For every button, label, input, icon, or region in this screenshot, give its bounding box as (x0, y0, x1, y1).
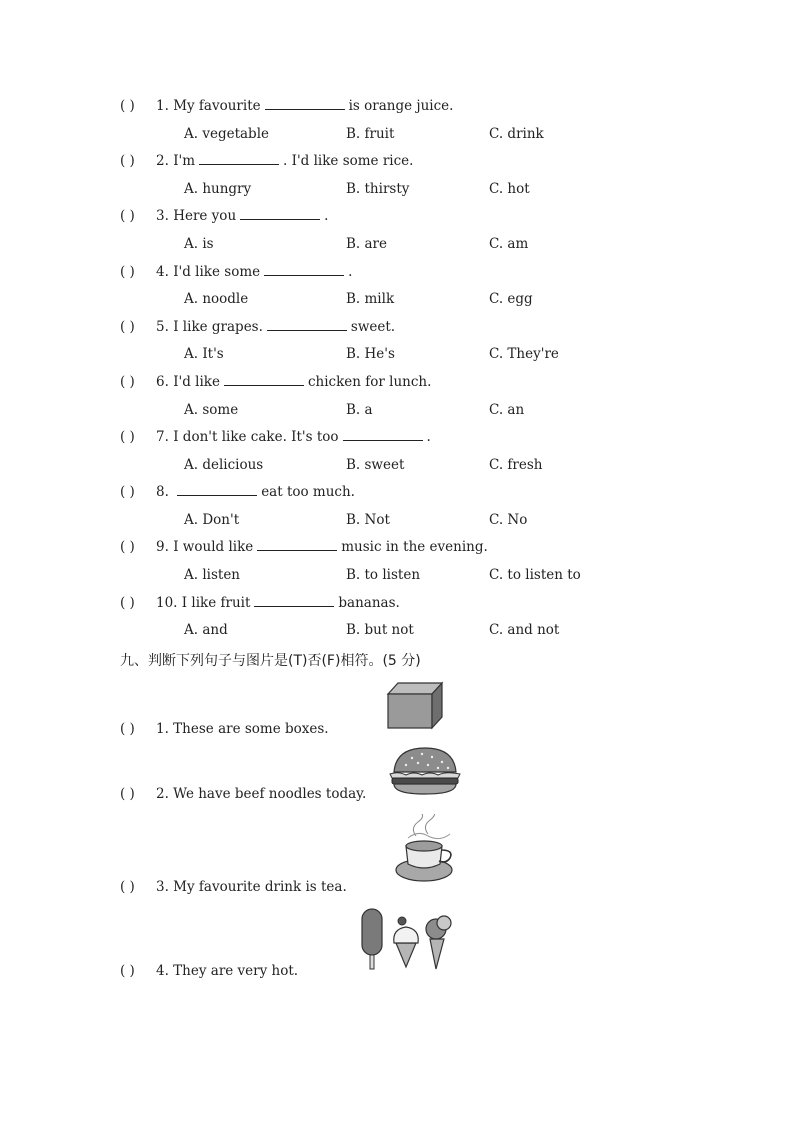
question-stem (156, 208, 328, 224)
question-number: 8. (156, 484, 169, 500)
option-a[interactable]: A. is (184, 236, 214, 252)
option-b[interactable]: B. a (346, 402, 373, 418)
stem-after: chicken for lunch. (307, 374, 432, 390)
answer-blank[interactable] (254, 595, 334, 607)
option-c[interactable]: C. egg (489, 291, 533, 307)
question-stem (156, 539, 488, 555)
answer-paren[interactable]: ( ) (120, 374, 135, 390)
answer-paren[interactable]: ( ) (120, 539, 135, 555)
stem-before: I'm (173, 153, 196, 169)
answer-blank[interactable] (343, 429, 423, 441)
question-number: 6. (156, 374, 169, 390)
option-b[interactable]: B. fruit (346, 126, 395, 142)
question-stem (156, 153, 413, 169)
question-stem (156, 319, 395, 335)
question-number: 1. (156, 98, 169, 114)
answer-paren[interactable]: ( ) (120, 963, 135, 979)
stem-before: I don't like cake. It's too (173, 429, 339, 445)
answer-blank[interactable] (224, 374, 304, 386)
stem-after: bananas. (338, 595, 400, 611)
option-c[interactable]: C. fresh (489, 457, 543, 473)
stem-before: I'd like some (173, 264, 261, 280)
option-a[interactable]: A. delicious (184, 457, 264, 473)
ice-cream-icon (358, 905, 456, 973)
question-stem (156, 595, 400, 611)
option-a[interactable]: A. hungry (184, 181, 252, 197)
answer-blank[interactable] (199, 153, 279, 165)
question-number: 5. (156, 319, 169, 335)
tf-sentence: 3. My favourite drink is tea. (156, 879, 347, 895)
answer-paren[interactable]: ( ) (120, 879, 135, 895)
question-stem (156, 374, 431, 390)
answer-paren[interactable]: ( ) (120, 786, 135, 802)
answer-paren[interactable]: ( ) (120, 98, 135, 114)
answer-paren[interactable]: ( ) (120, 721, 135, 737)
stem-after: . (348, 264, 353, 280)
answer-blank[interactable] (257, 539, 337, 551)
tf-sentence: 4. They are very hot. (156, 963, 299, 979)
answer-paren[interactable]: ( ) (120, 264, 135, 280)
option-c[interactable]: C. an (489, 402, 525, 418)
option-c[interactable]: C. am (489, 236, 529, 252)
question-number: 4. (156, 264, 169, 280)
option-b[interactable]: B. are (346, 236, 387, 252)
question-number: 10. (156, 595, 178, 611)
answer-blank[interactable] (265, 98, 345, 110)
stem-after: music in the evening. (341, 539, 488, 555)
stem-before: I like fruit (181, 595, 251, 611)
option-b[interactable]: B. milk (346, 291, 395, 307)
option-c[interactable]: C. to listen to (489, 567, 581, 583)
stem-after: . (324, 208, 329, 224)
stem-before: My favourite (173, 98, 261, 114)
option-c[interactable]: C. hot (489, 181, 530, 197)
option-b[interactable]: B. sweet (346, 457, 405, 473)
option-c[interactable]: C. drink (489, 126, 544, 142)
tea-cup-icon (394, 814, 458, 886)
stem-before: I'd like (173, 374, 220, 390)
tf-sentence: 1. These are some boxes. (156, 721, 329, 737)
question-number: 9. (156, 539, 169, 555)
option-a[interactable]: A. and (184, 622, 228, 638)
question-stem (156, 264, 352, 280)
answer-paren[interactable]: ( ) (120, 595, 135, 611)
stem-after: . I'd like some rice. (283, 153, 414, 169)
answer-blank[interactable] (264, 264, 344, 276)
stem-after: is orange juice. (348, 98, 454, 114)
answer-blank[interactable] (240, 208, 320, 220)
section-9-title: 九、判断下列句子与图片是(T)否(F)相符。(5 分) (120, 653, 421, 669)
question-stem (156, 98, 453, 114)
question-number: 7. (156, 429, 169, 445)
option-b[interactable]: B. He's (346, 346, 395, 362)
answer-paren[interactable]: ( ) (120, 484, 135, 500)
option-a[interactable]: A. noodle (184, 291, 249, 307)
stem-before: Here you (173, 208, 237, 224)
answer-blank[interactable] (267, 319, 347, 331)
stem-after: sweet. (350, 319, 396, 335)
answer-paren[interactable]: ( ) (120, 319, 135, 335)
option-a[interactable]: A. listen (184, 567, 241, 583)
option-c[interactable]: C. and not (489, 622, 560, 638)
question-stem (156, 429, 431, 445)
stem-before: I would like (173, 539, 254, 555)
option-a[interactable]: A. vegetable (184, 126, 270, 142)
option-b[interactable]: B. to listen (346, 567, 421, 583)
option-b[interactable]: B. but not (346, 622, 414, 638)
stem-after: . (426, 429, 431, 445)
question-number: 3. (156, 208, 169, 224)
question-stem (156, 484, 355, 500)
option-c[interactable]: C. No (489, 512, 528, 528)
hamburger-icon (386, 744, 464, 798)
answer-paren[interactable]: ( ) (120, 429, 135, 445)
answer-blank[interactable] (177, 484, 257, 496)
tf-sentence: 2. We have beef noodles today. (156, 786, 367, 802)
option-c[interactable]: C. They're (489, 346, 559, 362)
option-a[interactable]: A. some (184, 402, 239, 418)
stem-after: eat too much. (261, 484, 355, 500)
box-icon (384, 680, 446, 732)
question-number: 2. (156, 153, 169, 169)
option-b[interactable]: B. thirsty (346, 181, 410, 197)
option-b[interactable]: B. Not (346, 512, 390, 528)
answer-paren[interactable]: ( ) (120, 153, 135, 169)
stem-before: I like grapes. (173, 319, 263, 335)
option-a[interactable]: A. Don't (184, 512, 240, 528)
answer-paren[interactable]: ( ) (120, 208, 135, 224)
option-a[interactable]: A. It's (184, 346, 224, 362)
